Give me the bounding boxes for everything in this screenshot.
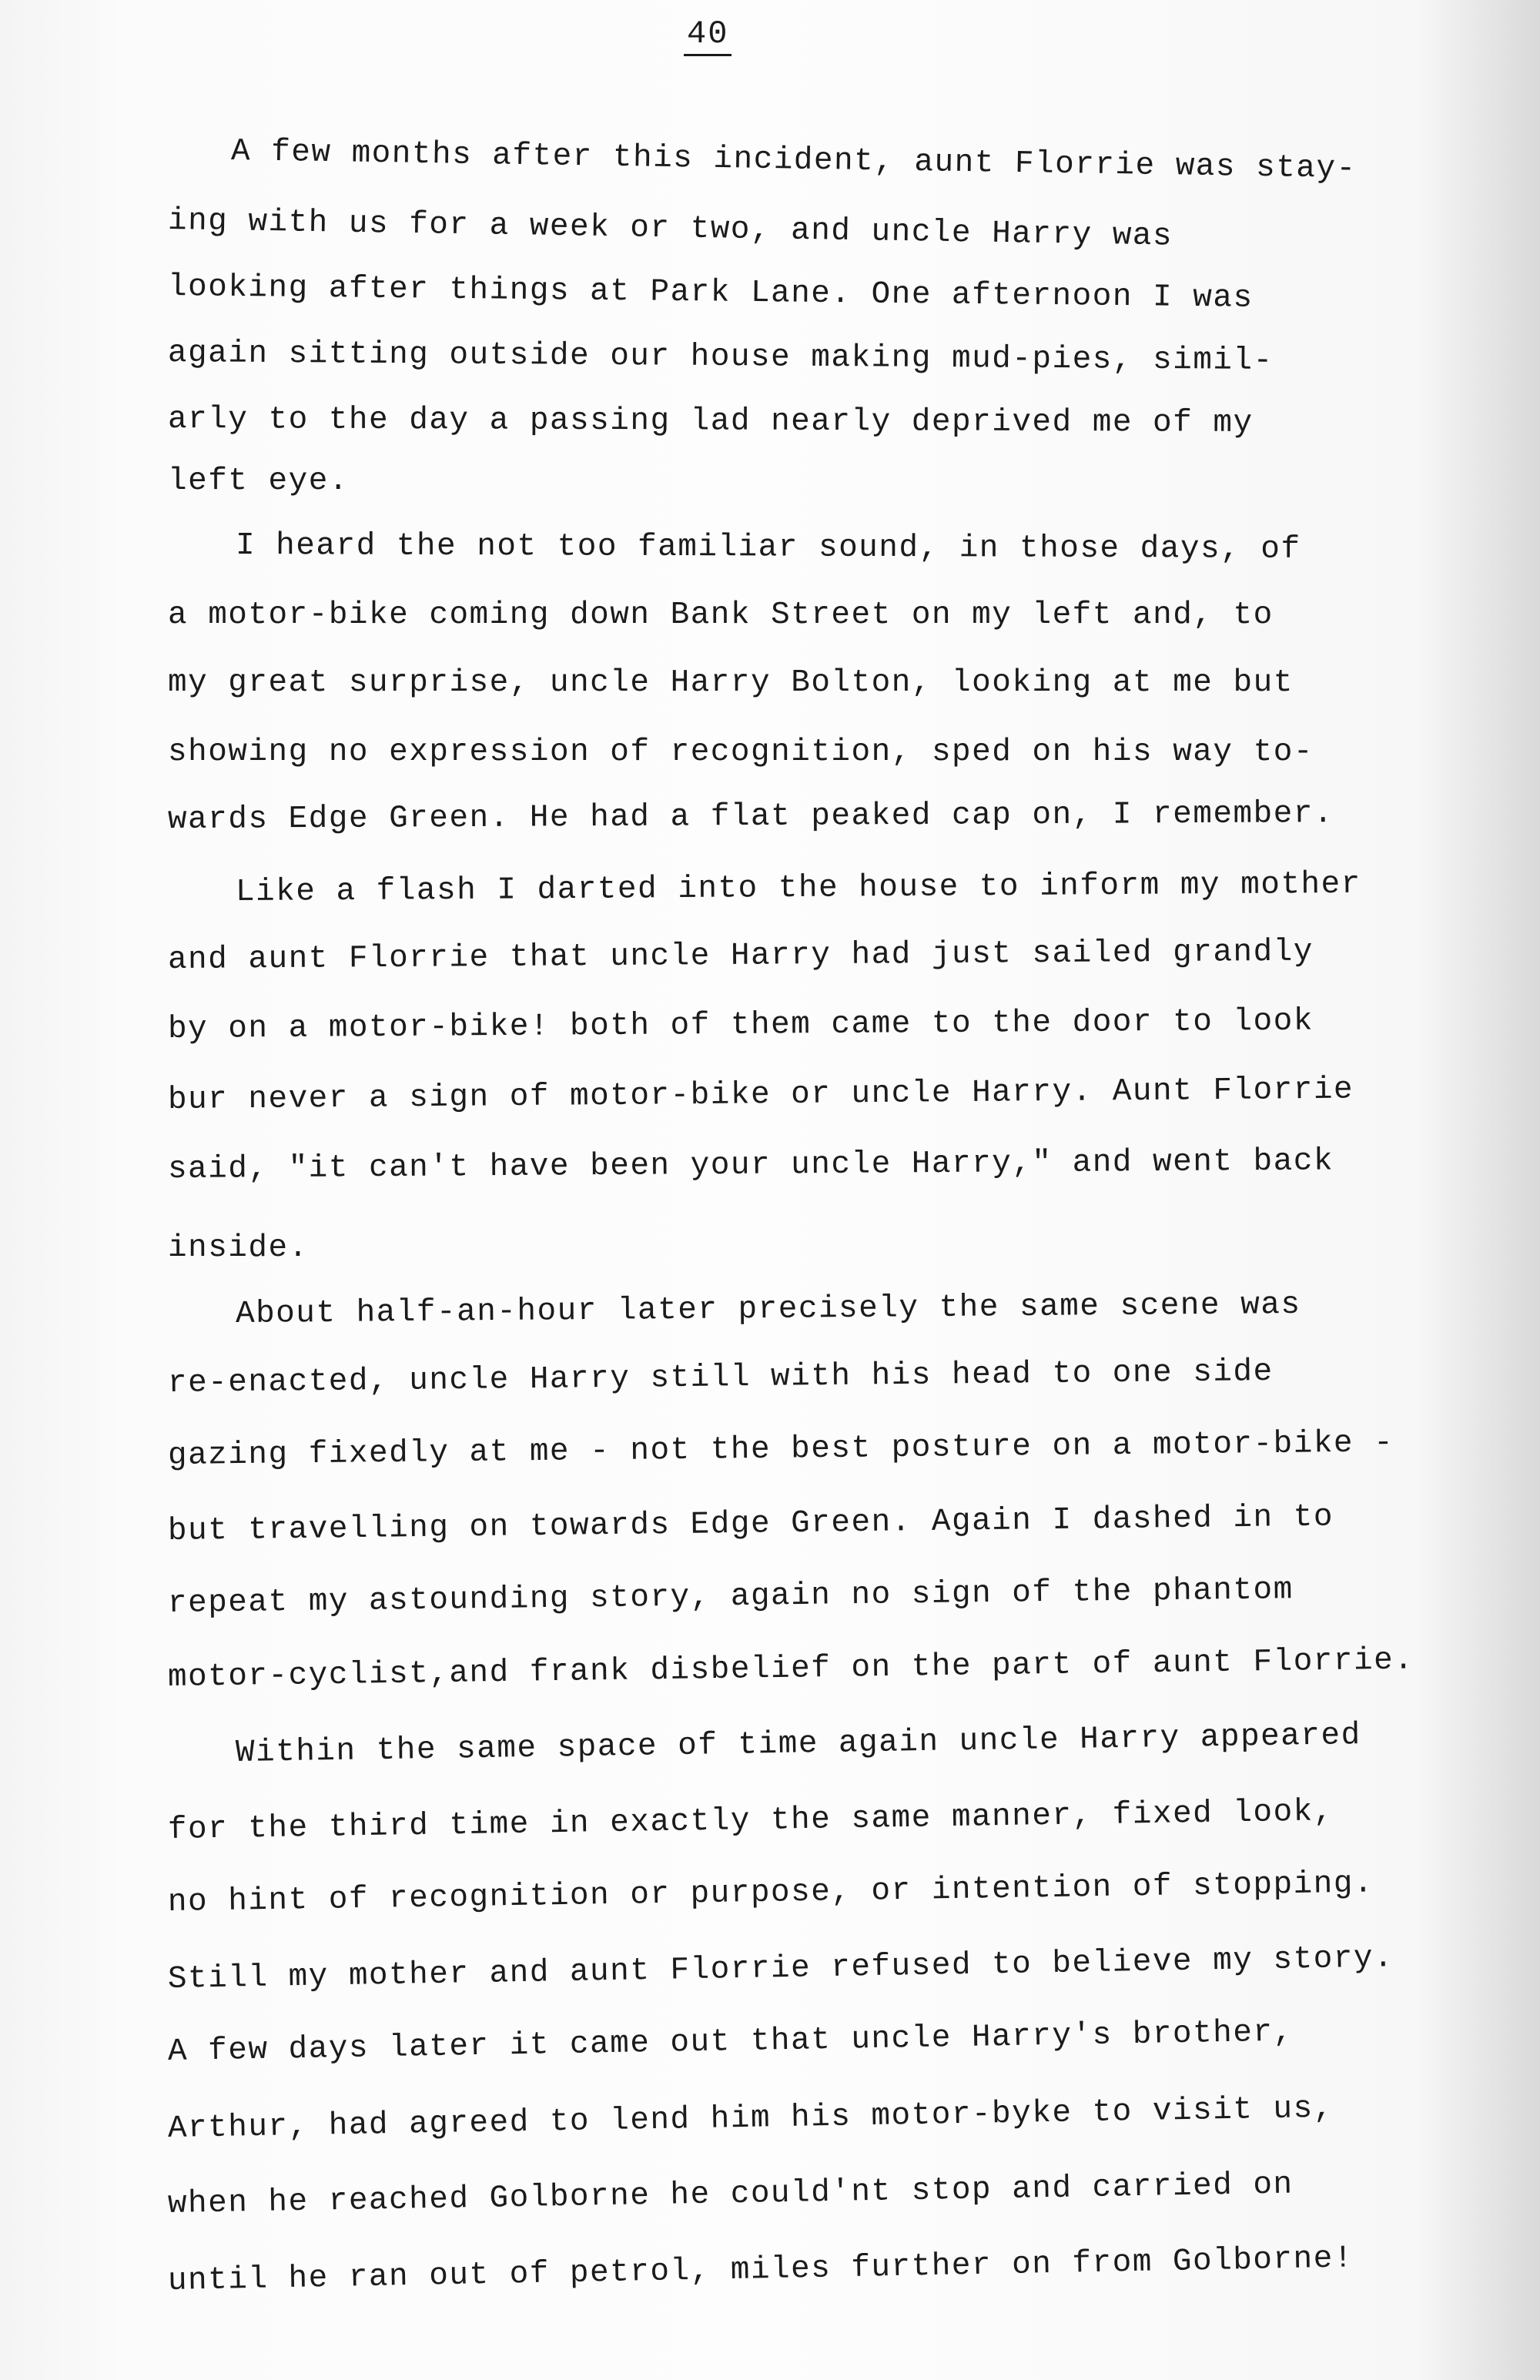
text-line: and aunt Florrie that uncle Harry had just sailed grandly: [167, 934, 1314, 978]
text-line: re-enacted, uncle Harry still with his head to one side: [167, 1354, 1274, 1401]
text-line: looking after things at Park Lane. One afternoon I was: [167, 269, 1254, 316]
text-line: by on a motor-bike! both of them came to the door to look: [167, 1003, 1314, 1047]
text-line: until he ran out of petrol, miles further on from Golborne!: [167, 2241, 1354, 2299]
text-line: Still my mother and aunt Florrie refused to believe my story.: [167, 1940, 1394, 1997]
text-line: again sitting outside our house making mud-pies, simil-: [167, 336, 1274, 380]
page-number: 40: [684, 14, 732, 56]
text-line: a motor-bike coming down Bank Street on my left and, to: [168, 598, 1274, 633]
text-line: I heard the not too familiar sound, in those days, of: [235, 528, 1301, 567]
text-line: said, "it can't have been your uncle Harry," and went back: [167, 1143, 1334, 1187]
text-line: bur never a sign of motor-bike or uncle Harry. Aunt Florrie: [167, 1072, 1354, 1118]
text-line: my great surprise, uncle Harry Bolton, looking at me but: [168, 665, 1294, 701]
text-line: ing with us for a week or two, and uncle Harry was: [167, 203, 1173, 255]
text-line: but travelling on towards Edge Green. Again I dashed in to: [167, 1499, 1334, 1549]
text-line: left eye.: [168, 464, 349, 499]
text-line: showing no expression of recognition, sped on his way to-: [168, 735, 1314, 770]
text-line: A few months after this incident, aunt Florrie was stay-: [230, 134, 1358, 187]
text-line: gazing fixedly at me - not the best posture on a motor-bike -: [167, 1425, 1394, 1474]
text-line: for the third time in exactly the same manner, fixed look,: [167, 1794, 1334, 1848]
text-line: arly to the day a passing lad nearly deprived me of my: [167, 402, 1254, 441]
text-line: repeat my astounding story, again no sign of the phantom: [167, 1572, 1294, 1622]
text-line: Within the same space of time again uncle Harry appeared: [235, 1718, 1362, 1771]
text-line: wards Edge Green. He had a flat peaked cap on, I remember.: [167, 796, 1334, 838]
text-line: when he reached Golborne he could'nt stop and carried on: [167, 2167, 1294, 2222]
text-line: Like a flash I darted into the house to inform my mother: [235, 866, 1361, 910]
text-line: A few days later it came out that uncle Harry's brother,: [167, 2014, 1294, 2070]
text-line: Arthur, had agreed to lend him his motor-byke to visit us,: [167, 2090, 1334, 2147]
text-line: About half-an-hour later precisely the same scene was: [235, 1287, 1301, 1332]
text-line: inside.: [168, 1230, 309, 1266]
text-line: motor-cyclist,and frank disbelief on the part of aunt Florrie.: [167, 1642, 1414, 1695]
text-line: no hint of recognition or purpose, or intention of stopping.: [167, 1866, 1374, 1920]
